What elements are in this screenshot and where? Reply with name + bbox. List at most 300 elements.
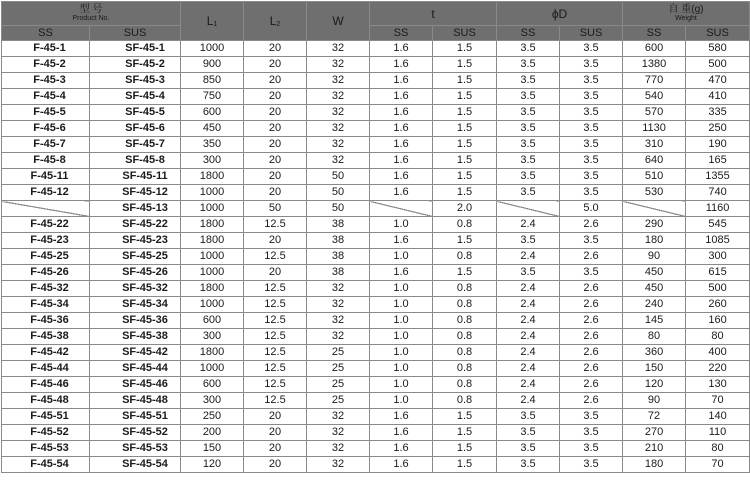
d-ss-cell: 2.4 <box>497 377 560 393</box>
ss-model-cell: F-45-26 <box>2 265 90 281</box>
l2-cell: 12.5 <box>244 297 307 313</box>
weight-sus-cell: 160 <box>686 313 750 329</box>
table-row <box>2 57 750 73</box>
l2-cell: 20 <box>244 185 307 201</box>
t-ss-cell: 1.6 <box>370 121 433 137</box>
l2-cell: 20 <box>244 121 307 137</box>
weight-sus-cell: 500 <box>686 57 750 73</box>
t-sus-cell: 0.8 <box>433 393 497 409</box>
table-row <box>2 169 750 185</box>
t-sus-cell: 0.8 <box>433 345 497 361</box>
weight-ss-cell: 450 <box>623 265 686 281</box>
sus-model-cell: SF-45-23 <box>90 233 181 249</box>
spec-table-wrapper <box>1 1 750 473</box>
l1-cell: 300 <box>181 329 244 345</box>
d-sus-cell: 2.6 <box>560 329 623 345</box>
d-sus-cell: 3.5 <box>560 457 623 473</box>
w-cell: 32 <box>307 105 370 121</box>
d-ss-cell: 3.5 <box>497 185 560 201</box>
t-sus-cell: 1.5 <box>433 425 497 441</box>
weight-ss-cell: 80 <box>623 329 686 345</box>
sus-model-cell: SF-45-6 <box>90 121 181 137</box>
d-sus-cell: 3.5 <box>560 105 623 121</box>
l1-cell: 1000 <box>181 41 244 57</box>
weight-sus-cell: 80 <box>686 329 750 345</box>
weight-sus-cell: 500 <box>686 281 750 297</box>
model-header <box>2 2 181 26</box>
w-cell: 32 <box>307 425 370 441</box>
table-row <box>2 217 750 233</box>
l1-cell: 1000 <box>181 185 244 201</box>
w-header: W <box>307 2 370 41</box>
t-sus-cell: 0.8 <box>433 361 497 377</box>
w-cell: 50 <box>307 169 370 185</box>
l2-cell: 20 <box>244 137 307 153</box>
header-row-top <box>2 2 750 26</box>
l2-cell: 12.5 <box>244 345 307 361</box>
t-sus-cell: 1.5 <box>433 89 497 105</box>
weight-sus-cell: 1355 <box>686 169 750 185</box>
ss-model-cell: F-45-7 <box>2 137 90 153</box>
d-ss-cell: 3.5 <box>497 457 560 473</box>
l2-cell: 12.5 <box>244 281 307 297</box>
l1-cell: 1000 <box>181 249 244 265</box>
ss-model-cell: F-45-34 <box>2 297 90 313</box>
w-cell: 32 <box>307 441 370 457</box>
weight-sus-cell: 70 <box>686 393 750 409</box>
t-sus-cell: 0.8 <box>433 281 497 297</box>
weight-header <box>623 2 750 26</box>
t-ss-cell: 1.6 <box>370 105 433 121</box>
t-ss-cell: 1.0 <box>370 361 433 377</box>
ss-model-cell: F-45-6 <box>2 121 90 137</box>
sus-model-cell: SF-45-54 <box>90 457 181 473</box>
ss-model-cell: F-45-51 <box>2 409 90 425</box>
d-sus-cell: 2.6 <box>560 345 623 361</box>
weight-header-cn: 自 重(g) <box>668 4 704 15</box>
weight-ss-cell: 270 <box>623 425 686 441</box>
d-ss-cell: 3.5 <box>497 41 560 57</box>
sus-model-cell: SF-45-12 <box>90 185 181 201</box>
l2-cell: 20 <box>244 57 307 73</box>
sus-model-cell: SF-45-3 <box>90 73 181 89</box>
d-ss-cell: 3.5 <box>497 409 560 425</box>
l1-cell: 150 <box>181 441 244 457</box>
w-cell: 50 <box>307 185 370 201</box>
w-cell: 38 <box>307 233 370 249</box>
table-row <box>2 457 750 473</box>
d-sus-cell: 3.5 <box>560 41 623 57</box>
w-cell: 32 <box>307 73 370 89</box>
ss-model-cell: F-45-53 <box>2 441 90 457</box>
weight-ss-cell: 120 <box>623 377 686 393</box>
t-sus-cell: 0.8 <box>433 377 497 393</box>
t-sus-cell: 0.8 <box>433 249 497 265</box>
d-sus-cell: 3.5 <box>560 73 623 89</box>
sus-model-cell: SF-45-13 <box>90 201 181 217</box>
weight-ss-cell: 310 <box>623 137 686 153</box>
model-header-cn: 型 号 <box>79 4 103 15</box>
weight-sus-cell: 300 <box>686 249 750 265</box>
weight-sus-cell: 410 <box>686 89 750 105</box>
d-ss-cell: 2.4 <box>497 361 560 377</box>
spec-table <box>1 1 750 473</box>
t-ss-cell: 1.0 <box>370 329 433 345</box>
sus-model-cell: SF-45-42 <box>90 345 181 361</box>
t-ss-cell: 1.0 <box>370 313 433 329</box>
t-sus-cell: 1.5 <box>433 153 497 169</box>
weight-sus-cell: 740 <box>686 185 750 201</box>
table-row <box>2 377 750 393</box>
phid-sus-header: SUS <box>560 26 623 41</box>
table-row <box>2 137 750 153</box>
weight-sus-cell: 165 <box>686 153 750 169</box>
sus-model-cell: SF-45-1 <box>90 41 181 57</box>
w-cell: 32 <box>307 121 370 137</box>
d-sus-cell: 3.5 <box>560 169 623 185</box>
l2-cell: 12.5 <box>244 393 307 409</box>
table-row <box>2 425 750 441</box>
l2-cell: 20 <box>244 441 307 457</box>
d-ss-cell: 3.5 <box>497 233 560 249</box>
t-ss-cell: 1.6 <box>370 169 433 185</box>
weight-ss-cell: 72 <box>623 409 686 425</box>
ss-model-cell: F-45-22 <box>2 217 90 233</box>
l1-cell: 1000 <box>181 297 244 313</box>
t-sus-cell: 1.5 <box>433 41 497 57</box>
sus-model-cell: SF-45-32 <box>90 281 181 297</box>
ss-model-cell: F-45-36 <box>2 313 90 329</box>
l1-header: $L_1$ <box>181 2 244 41</box>
t-sus-cell: 1.5 <box>433 185 497 201</box>
d-ss-cell: 3.5 <box>497 425 560 441</box>
t-sus-cell: 0.8 <box>433 313 497 329</box>
w-cell: 32 <box>307 281 370 297</box>
l1-cell: 1000 <box>181 361 244 377</box>
weight-sus-cell: 1160 <box>686 201 750 217</box>
t-sus-cell: 2.0 <box>433 201 497 217</box>
l2-cell: 12.5 <box>244 329 307 345</box>
weight-sus-cell: 220 <box>686 361 750 377</box>
t-ss-cell: 1.0 <box>370 345 433 361</box>
weight-sus-cell: 70 <box>686 457 750 473</box>
w-cell: 32 <box>307 329 370 345</box>
weight-ss-cell: 145 <box>623 313 686 329</box>
sus-model-cell: SF-45-4 <box>90 89 181 105</box>
t-ss-cell: 1.0 <box>370 249 433 265</box>
l1-cell: 200 <box>181 425 244 441</box>
t-header: t <box>370 2 497 26</box>
model-header-en: Product No. <box>72 15 110 22</box>
table-row <box>2 345 750 361</box>
l2-cell: 20 <box>244 409 307 425</box>
weight-sus-cell: 80 <box>686 441 750 457</box>
t-ss-cell: 1.6 <box>370 57 433 73</box>
w-cell: 32 <box>307 41 370 57</box>
sus-model-cell: SF-45-38 <box>90 329 181 345</box>
d-sus-cell: 3.5 <box>560 265 623 281</box>
weight-sus-cell: 250 <box>686 121 750 137</box>
w-cell: 50 <box>307 201 370 217</box>
d-ss-cell: 3.5 <box>497 153 560 169</box>
t-ss-cell: 1.0 <box>370 297 433 313</box>
weight-sus-cell: 400 <box>686 345 750 361</box>
l2-cell: 20 <box>244 41 307 57</box>
d-ss-cell: 2.4 <box>497 329 560 345</box>
sus-model-cell: SF-45-7 <box>90 137 181 153</box>
ss-model-cell <box>2 201 90 217</box>
w-cell: 32 <box>307 89 370 105</box>
t-ss-cell: 1.6 <box>370 137 433 153</box>
ss-model-cell: F-45-25 <box>2 249 90 265</box>
l1-cell: 1800 <box>181 345 244 361</box>
weight-sus-cell: 580 <box>686 41 750 57</box>
sus-model-cell: SF-45-46 <box>90 377 181 393</box>
table-row <box>2 185 750 201</box>
ss-model-cell: F-45-44 <box>2 361 90 377</box>
l2-cell: 20 <box>244 457 307 473</box>
sus-model-cell: SF-45-52 <box>90 425 181 441</box>
t-sus-cell: 1.5 <box>433 233 497 249</box>
d-ss-cell: 3.5 <box>497 89 560 105</box>
l2-cell: 20 <box>244 89 307 105</box>
t-ss-cell: 1.0 <box>370 377 433 393</box>
table-row <box>2 265 750 281</box>
d-sus-cell: 3.5 <box>560 425 623 441</box>
l1-cell: 300 <box>181 393 244 409</box>
d-ss-cell: 3.5 <box>497 137 560 153</box>
t-sus-cell: 1.5 <box>433 121 497 137</box>
sus-model-cell: SF-45-11 <box>90 169 181 185</box>
d-sus-cell: 3.5 <box>560 185 623 201</box>
table-row <box>2 201 750 217</box>
ss-model-cell: F-45-1 <box>2 41 90 57</box>
weight-ss-cell: 540 <box>623 89 686 105</box>
l1-cell: 750 <box>181 89 244 105</box>
weight-sus-cell: 130 <box>686 377 750 393</box>
weight-ss-cell: 150 <box>623 361 686 377</box>
d-sus-cell: 2.6 <box>560 217 623 233</box>
w-cell: 32 <box>307 153 370 169</box>
d-ss-cell: 2.4 <box>497 313 560 329</box>
l1-cell: 600 <box>181 377 244 393</box>
l2-cell: 12.5 <box>244 377 307 393</box>
weight-ss-cell: 180 <box>623 457 686 473</box>
l2-cell: 12.5 <box>244 313 307 329</box>
d-ss-cell: 2.4 <box>497 281 560 297</box>
sus-model-cell: SF-45-22 <box>90 217 181 233</box>
sus-model-cell: SF-45-8 <box>90 153 181 169</box>
d-ss-cell: 2.4 <box>497 217 560 233</box>
weight-ss-cell: 210 <box>623 441 686 457</box>
table-row <box>2 41 750 57</box>
l1-cell: 900 <box>181 57 244 73</box>
model-ss-header: SS <box>2 26 90 41</box>
weight-sus-cell: 545 <box>686 217 750 233</box>
ss-model-cell: F-45-5 <box>2 105 90 121</box>
d-sus-cell: 5.0 <box>560 201 623 217</box>
table-row <box>2 281 750 297</box>
ss-model-cell: F-45-3 <box>2 73 90 89</box>
d-sus-cell: 3.5 <box>560 57 623 73</box>
table-row <box>2 73 750 89</box>
sus-model-cell: SF-45-26 <box>90 265 181 281</box>
w-cell: 32 <box>307 137 370 153</box>
w-cell: 32 <box>307 297 370 313</box>
d-sus-cell: 2.6 <box>560 361 623 377</box>
d-sus-cell: 2.6 <box>560 377 623 393</box>
t-ss-cell: 1.6 <box>370 153 433 169</box>
weight-sus-cell: 615 <box>686 265 750 281</box>
d-sus-cell: 2.6 <box>560 249 623 265</box>
l1-cell: 450 <box>181 121 244 137</box>
t-ss-header: SS <box>370 26 433 41</box>
ss-model-cell: F-45-23 <box>2 233 90 249</box>
weight-ss-cell: 360 <box>623 345 686 361</box>
t-ss-cell: 1.6 <box>370 425 433 441</box>
d-sus-cell: 3.5 <box>560 137 623 153</box>
d-sus-cell: 3.5 <box>560 233 623 249</box>
table-row <box>2 105 750 121</box>
sus-model-cell: SF-45-5 <box>90 105 181 121</box>
table-row <box>2 329 750 345</box>
weight-ss-cell: 90 <box>623 393 686 409</box>
weight-ss-cell: 530 <box>623 185 686 201</box>
sus-model-cell: SF-45-36 <box>90 313 181 329</box>
ss-model-cell: F-45-12 <box>2 185 90 201</box>
t-sus-cell: 1.5 <box>433 57 497 73</box>
weight-ss-cell: 640 <box>623 153 686 169</box>
ss-model-cell: F-45-8 <box>2 153 90 169</box>
t-sus-cell: 1.5 <box>433 265 497 281</box>
l2-header: $L_2$ <box>244 2 307 41</box>
spec-table-body <box>2 41 750 473</box>
d-sus-cell: 3.5 <box>560 409 623 425</box>
weight-sus-header: SUS <box>686 26 750 41</box>
t-sus-header: SUS <box>433 26 497 41</box>
t-sus-cell: 0.8 <box>433 329 497 345</box>
d-ss-cell: 3.5 <box>497 73 560 89</box>
t-ss-cell <box>370 201 433 217</box>
table-row <box>2 409 750 425</box>
d-sus-cell: 3.5 <box>560 89 623 105</box>
d-ss-cell: 2.4 <box>497 249 560 265</box>
ss-model-cell: F-45-11 <box>2 169 90 185</box>
t-ss-cell: 1.6 <box>370 457 433 473</box>
ss-model-cell: F-45-46 <box>2 377 90 393</box>
t-ss-cell: 1.6 <box>370 233 433 249</box>
sus-model-cell: SF-45-53 <box>90 441 181 457</box>
weight-sus-cell: 110 <box>686 425 750 441</box>
table-row <box>2 441 750 457</box>
weight-header-en: Weight <box>675 15 697 22</box>
l1-cell: 600 <box>181 313 244 329</box>
header-row-sub <box>2 26 750 41</box>
l2-cell: 12.5 <box>244 249 307 265</box>
d-ss-cell: 3.5 <box>497 57 560 73</box>
t-ss-cell: 1.0 <box>370 217 433 233</box>
weight-ss-cell: 570 <box>623 105 686 121</box>
weight-ss-cell: 770 <box>623 73 686 89</box>
t-ss-cell: 1.6 <box>370 41 433 57</box>
phid-ss-header: SS <box>497 26 560 41</box>
d-ss-cell: 3.5 <box>497 121 560 137</box>
sus-model-cell: SF-45-2 <box>90 57 181 73</box>
w-cell: 32 <box>307 457 370 473</box>
table-row <box>2 153 750 169</box>
ss-model-cell: F-45-4 <box>2 89 90 105</box>
table-row <box>2 361 750 377</box>
l1-cell: 1800 <box>181 169 244 185</box>
t-sus-cell: 1.5 <box>433 457 497 473</box>
l2-cell: 12.5 <box>244 361 307 377</box>
d-ss-cell: 3.5 <box>497 105 560 121</box>
l1-cell: 850 <box>181 73 244 89</box>
w-cell: 25 <box>307 377 370 393</box>
weight-sus-cell: 335 <box>686 105 750 121</box>
d-ss-cell: 3.5 <box>497 169 560 185</box>
t-sus-cell: 0.8 <box>433 297 497 313</box>
w-cell: 38 <box>307 265 370 281</box>
l1-cell: 120 <box>181 457 244 473</box>
table-row <box>2 89 750 105</box>
ss-model-cell: F-45-38 <box>2 329 90 345</box>
d-sus-cell: 3.5 <box>560 441 623 457</box>
d-sus-cell: 2.6 <box>560 313 623 329</box>
t-ss-cell: 1.6 <box>370 441 433 457</box>
t-sus-cell: 1.5 <box>433 105 497 121</box>
l2-cell: 20 <box>244 153 307 169</box>
l1-cell: 1800 <box>181 233 244 249</box>
weight-ss-cell: 240 <box>623 297 686 313</box>
t-ss-cell: 1.0 <box>370 281 433 297</box>
l1-cell: 600 <box>181 105 244 121</box>
d-sus-cell: 2.6 <box>560 281 623 297</box>
d-sus-cell: 3.5 <box>560 121 623 137</box>
l2-cell: 20 <box>244 73 307 89</box>
w-cell: 32 <box>307 57 370 73</box>
d-ss-cell: 2.4 <box>497 297 560 313</box>
w-cell: 25 <box>307 393 370 409</box>
l2-cell: 20 <box>244 425 307 441</box>
l1-cell: 300 <box>181 153 244 169</box>
l2-cell: 20 <box>244 105 307 121</box>
l2-cell: 12.5 <box>244 217 307 233</box>
sus-model-cell: SF-45-25 <box>90 249 181 265</box>
weight-ss-cell: 290 <box>623 217 686 233</box>
table-row <box>2 249 750 265</box>
weight-ss-cell: 1380 <box>623 57 686 73</box>
l1-cell: 1000 <box>181 201 244 217</box>
d-ss-cell: 3.5 <box>497 441 560 457</box>
d-ss-cell: 2.4 <box>497 345 560 361</box>
table-row <box>2 297 750 313</box>
ss-model-cell: F-45-54 <box>2 457 90 473</box>
weight-ss-header: SS <box>623 26 686 41</box>
w-cell: 25 <box>307 361 370 377</box>
weight-ss-cell: 450 <box>623 281 686 297</box>
ss-model-cell: F-45-32 <box>2 281 90 297</box>
l2-cell: 20 <box>244 265 307 281</box>
w-cell: 32 <box>307 409 370 425</box>
weight-sus-cell: 190 <box>686 137 750 153</box>
table-row <box>2 313 750 329</box>
t-sus-cell: 0.8 <box>433 217 497 233</box>
t-sus-cell: 1.5 <box>433 73 497 89</box>
t-ss-cell: 1.6 <box>370 265 433 281</box>
l2-cell: 20 <box>244 233 307 249</box>
d-ss-cell: 2.4 <box>497 393 560 409</box>
